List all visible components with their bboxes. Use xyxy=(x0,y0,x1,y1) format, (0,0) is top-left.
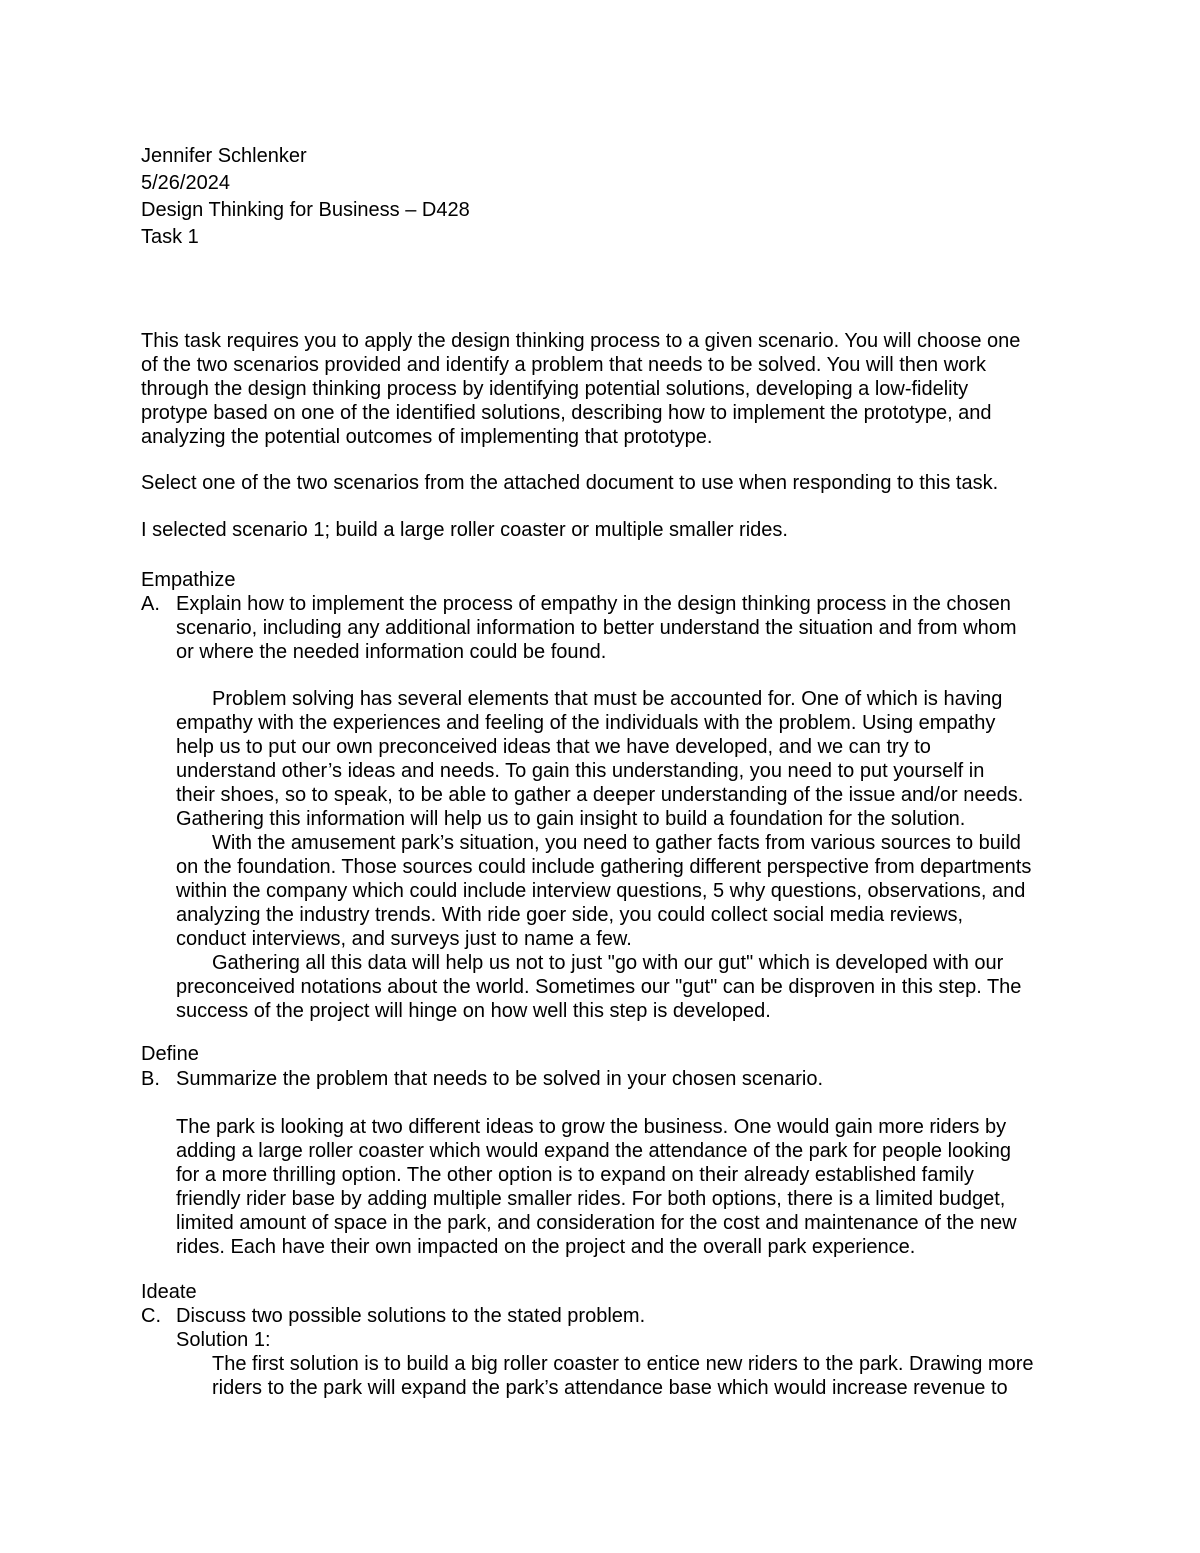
solution-1-text xyxy=(212,1352,1082,1400)
response-line: The park is looking at two different ideas to grow the business. One would gain more riders by xyxy=(176,1116,1007,1138)
ideate-list-item xyxy=(141,1304,1081,1328)
response-line: Gathering this information will help us to gain insight to build a foundation for the solution. xyxy=(176,808,966,830)
list-marker: C. xyxy=(141,1305,161,1327)
section-heading-define: Define xyxy=(141,1043,199,1065)
response-line: on the foundation. Those sources could include gathering different perspective from departments xyxy=(176,856,1032,878)
response-line: adding a large roller coaster which would expand the attendance of the park for people looking xyxy=(176,1140,1011,1162)
section-heading-ideate: Ideate xyxy=(141,1281,197,1303)
response-line: analyzing the industry trends. With ride goer side, you could collect social media reviews, xyxy=(176,904,964,926)
response-line: rides. Each have their own impacted on the project and the overall park experience. xyxy=(176,1236,916,1258)
response-line: empathy with the experiences and feeling of the individuals with the problem. Using empathy xyxy=(176,712,996,734)
task-label: Task 1 xyxy=(141,226,199,248)
empathize-prompt xyxy=(176,592,1076,664)
response-line: their shoes, so to speak, to be able to gather a deeper understanding of the issue and/or needs. xyxy=(176,784,1024,806)
response-line: within the company which could include interview questions, 5 why questions, observations, and xyxy=(176,880,1026,902)
empathize-response xyxy=(176,687,1076,1023)
author-name: Jennifer Schlenker xyxy=(141,145,307,167)
response-line: understand other’s ideas and needs. To gain this understanding, you need to put yourself in xyxy=(176,760,985,782)
section-heading-empathize: Empathize xyxy=(141,569,236,591)
prompt-line: Explain how to implement the process of empathy in the design thinking process in the chosen xyxy=(176,593,1011,615)
solution-1-label: Solution 1: xyxy=(176,1329,271,1351)
select-instruction: Select one of the two scenarios from the attached document to use when responding to this task. xyxy=(141,472,999,494)
prompt-line: Summarize the problem that needs to be solved in your chosen scenario. xyxy=(176,1068,824,1090)
define-response xyxy=(176,1115,1076,1259)
ideate-prompt xyxy=(176,1304,1076,1328)
selected-scenario: I selected scenario 1; build a large roller coaster or multiple smaller rides. xyxy=(141,519,788,541)
document-date: 5/26/2024 xyxy=(141,172,230,194)
list-marker: B. xyxy=(141,1068,160,1090)
empathize-list-item xyxy=(141,592,1081,667)
response-line: help us to put our own preconceived ideas that we have developed, and we can try to xyxy=(176,736,931,758)
response-line: Gathering all this data will help us not to just "go with our gut" which is developed with our xyxy=(212,952,1004,974)
response-line: Problem solving has several elements that must be accounted for. One of which is having xyxy=(212,688,1003,710)
solution-line: The first solution is to build a big roller coaster to entice new riders to the park. Drawing more xyxy=(212,1353,1034,1375)
response-line: With the amusement park’s situation, you need to gather facts from various sources to build xyxy=(212,832,1021,854)
document-header xyxy=(141,144,1081,249)
intro-paragraph xyxy=(141,329,1081,449)
response-line: preconceived notations about the world. Sometimes our "gut" can be disproven in this step. The xyxy=(176,976,1022,998)
prompt-line: Discuss two possible solutions to the stated problem. xyxy=(176,1305,646,1327)
intro-line: analyzing the potential outcomes of implementing that prototype. xyxy=(141,426,713,448)
intro-line: This task requires you to apply the design thinking process to a given scenario. You will choose one xyxy=(141,330,1021,352)
response-line: for a more thrilling option. The other option is to expand on their already established family xyxy=(176,1164,974,1186)
response-line: conduct interviews, and surveys just to name a few. xyxy=(176,928,632,950)
intro-line: of the two scenarios provided and identify a problem that needs to be solved. You will then work xyxy=(141,354,986,376)
prompt-line: scenario, including any additional information to better understand the situation and from whom xyxy=(176,617,1017,639)
response-line: limited amount of space in the park, and consideration for the cost and maintenance of the new xyxy=(176,1212,1017,1234)
response-line: success of the project will hinge on how well this step is developed. xyxy=(176,1000,771,1022)
define-prompt xyxy=(176,1067,1076,1091)
solution-line: riders to the park will expand the park’s attendance base which would increase revenue to xyxy=(212,1377,1008,1399)
course-title: Design Thinking for Business – D428 xyxy=(141,199,470,221)
define-list-item xyxy=(141,1067,1081,1091)
intro-line: protype based on one of the identified solutions, describing how to implement the prototype, and xyxy=(141,402,992,424)
list-marker: A. xyxy=(141,593,160,615)
prompt-line: or where the needed information could be found. xyxy=(176,641,607,663)
intro-line: through the design thinking process by identifying potential solutions, developing a low-fidelity xyxy=(141,378,969,400)
response-line: friendly rider base by adding multiple smaller rides. For both options, there is a limited budget, xyxy=(176,1188,1006,1210)
